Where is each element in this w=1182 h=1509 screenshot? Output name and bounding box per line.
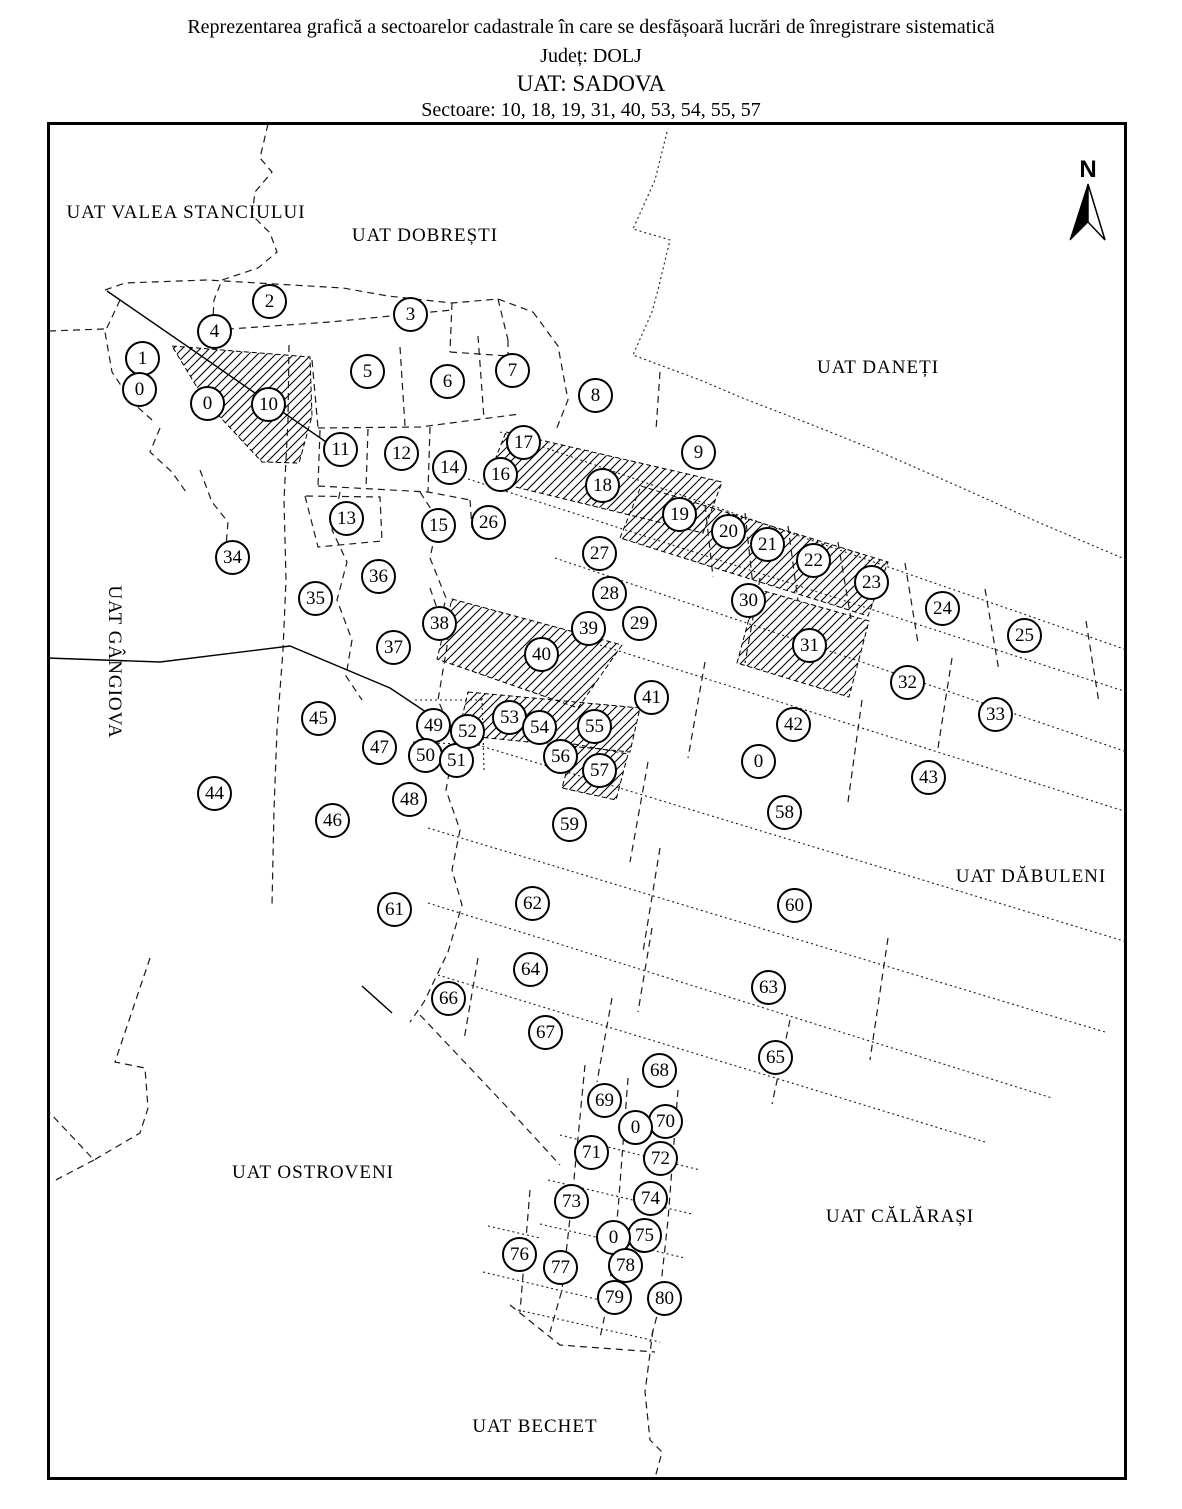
neighbor-label-uat-valea-stanciului: UAT VALEA STANCIULUI [66,202,306,223]
sector-marker-34: 34 [215,540,250,575]
sector-marker-32: 32 [890,665,925,700]
sector-marker-2: 2 [252,284,287,319]
sector-marker-7: 7 [495,353,530,388]
sector-marker-77: 77 [543,1250,578,1285]
sector-marker-35: 35 [298,581,333,616]
compass-north-label: N [1079,156,1097,183]
sector-marker-28: 28 [592,576,627,611]
north-arrow-icon [1070,184,1105,240]
sector-marker-27: 27 [582,536,617,571]
sector-marker-74: 74 [633,1181,668,1216]
sector-marker-4: 4 [197,314,232,349]
sector-marker-53: 53 [492,700,527,735]
sector-marker-0-59: 0 [741,744,776,779]
sector-marker-58: 58 [767,795,802,830]
neighbor-label-uat-gângiova: UAT GÂNGIOVA [104,585,125,739]
sector-marker-16: 16 [483,457,518,492]
sector-marker-9: 9 [681,435,716,470]
uat-subtitle: UAT: SADOVA [516,71,666,96]
sector-marker-10: 10 [251,387,286,422]
sector-marker-22: 22 [796,543,831,578]
sector-marker-70: 70 [648,1104,683,1139]
sector-marker-24: 24 [925,591,960,626]
sector-marker-13: 13 [329,501,364,536]
sector-marker-26: 26 [471,505,506,540]
sector-marker-60: 60 [777,888,812,923]
sector-marker-80: 80 [647,1281,682,1316]
sector-marker-78: 78 [608,1248,643,1283]
sector-marker-1: 1 [125,341,160,376]
sector-marker-19: 19 [662,497,697,532]
sector-marker-55: 55 [577,709,612,744]
sector-marker-56: 56 [543,739,578,774]
sector-marker-40: 40 [524,637,559,672]
county-subtitle: Județ: DOLJ [540,45,642,67]
sectors-subtitle: Sectoare: 10, 18, 19, 31, 40, 53, 54, 55, 57 [421,99,761,121]
sector-marker-33: 33 [978,697,1013,732]
sector-marker-79: 79 [597,1280,632,1315]
neighbor-label-uat-călărași: UAT CĂLĂRAȘI [825,1206,975,1227]
sector-marker-0-73: 0 [618,1110,653,1145]
sector-marker-66: 66 [431,981,466,1016]
sector-marker-49: 49 [416,708,451,743]
sector-marker-48: 48 [392,782,427,817]
sector-marker-0-2: 0 [190,386,225,421]
sector-marker-20: 20 [711,514,746,549]
sector-marker-64: 64 [513,952,548,987]
sector-marker-31: 31 [792,628,827,663]
sector-marker-61: 61 [377,892,412,927]
sector-marker-63: 63 [751,970,786,1005]
sector-marker-59: 59 [552,807,587,842]
sector-marker-68: 68 [642,1053,677,1088]
sector-marker-6: 6 [430,364,465,399]
sector-marker-12: 12 [384,436,419,471]
neighbor-label-uat-dobrești: UAT DOBREȘTI [351,225,499,246]
sector-marker-5: 5 [350,354,385,389]
sector-marker-25: 25 [1007,618,1042,653]
sector-marker-15: 15 [421,508,456,543]
neighbor-label-uat-dăbuleni: UAT DĂBULENI [955,866,1107,887]
neighbor-label-uat-bechet: UAT BECHET [472,1416,598,1437]
neighbor-label-uat-daneți: UAT DANEȚI [816,357,940,378]
sector-marker-76: 76 [502,1237,537,1272]
neighbor-label-uat-ostroveni: UAT OSTROVENI [231,1162,395,1183]
sector-marker-50: 50 [408,738,443,773]
sector-marker-71: 71 [574,1135,609,1170]
sector-marker-43: 43 [911,760,946,795]
sector-marker-36: 36 [361,559,396,594]
sector-marker-45: 45 [301,701,336,736]
sector-marker-0-1: 0 [122,372,157,407]
sector-marker-52: 52 [450,714,485,749]
sector-marker-14: 14 [432,450,467,485]
sector-marker-8: 8 [578,378,613,413]
sector-marker-0-79: 0 [596,1220,631,1255]
sector-marker-17: 17 [506,425,541,460]
sector-marker-11: 11 [323,432,358,467]
sector-marker-73: 73 [554,1184,589,1219]
sector-marker-42: 42 [776,707,811,742]
sector-marker-65: 65 [758,1040,793,1075]
sector-marker-38: 38 [422,606,457,641]
page-title: Reprezentarea grafică a sectoarelor cadastrale în care se desfășoară lucrări de înregistrare sistematică [187,16,995,38]
sector-marker-54: 54 [522,710,557,745]
sector-marker-39: 39 [571,611,606,646]
sector-marker-3: 3 [393,297,428,332]
sector-marker-51: 51 [439,743,474,778]
sector-marker-44: 44 [197,776,232,811]
sector-marker-29: 29 [622,606,657,641]
sector-marker-67: 67 [528,1015,563,1050]
sector-marker-75: 75 [627,1218,662,1253]
sector-marker-41: 41 [634,680,669,715]
sector-marker-69: 69 [587,1083,622,1118]
sector-marker-30: 30 [731,583,766,618]
sector-marker-47: 47 [362,730,397,765]
sector-marker-57: 57 [582,753,617,788]
sector-marker-37: 37 [376,630,411,665]
sector-marker-21: 21 [750,527,785,562]
sector-marker-72: 72 [643,1141,678,1176]
sector-marker-23: 23 [854,565,889,600]
sector-marker-46: 46 [315,803,350,838]
sector-marker-18: 18 [585,468,620,503]
sector-marker-62: 62 [515,886,550,921]
